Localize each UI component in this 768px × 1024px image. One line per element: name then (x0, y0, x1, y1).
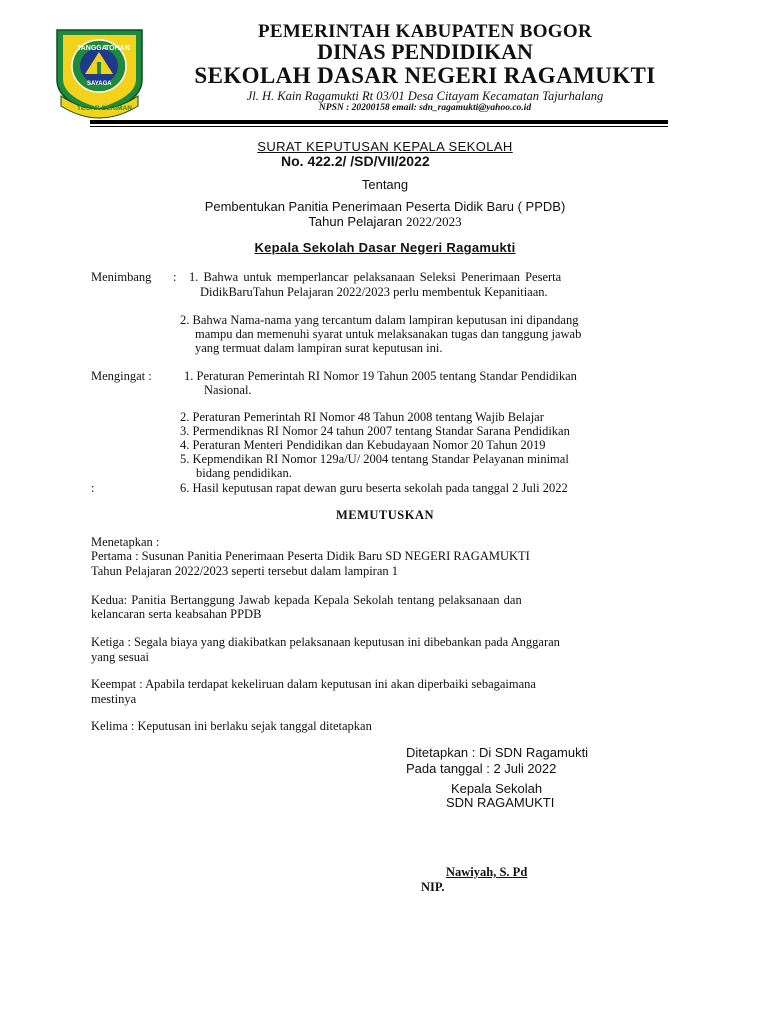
logo-text-right: TOHAN (105, 45, 130, 52)
letterhead-government: PEMERINTAH KABUPATEN BOGOR (258, 21, 592, 42)
kedua-line1: Kedua: Panitia Bertanggung Jawab kepada Kepala Sekolah tentang pelaksanaan dan (91, 593, 522, 607)
memutuskan-heading: MEMUTUSKAN (335, 508, 435, 522)
letterhead-department: DINAS PENDIDIKAN (317, 39, 533, 64)
decree-year-value: 2022/2023 (405, 214, 462, 229)
decree-heading: SURAT KEPUTUSAN KEPALA SEKOLAH (257, 139, 513, 154)
mengingat-item4: 4. Peraturan Menteri Pendidikan dan Kebudayaan Nomor 20 Tahun 2019 (180, 438, 546, 452)
school-logo (47, 22, 152, 122)
menimbang-label: Menimbang (91, 270, 152, 284)
kelima-line: Kelima : Keputusan ini berlaku sejak tanggal ditetapkan (91, 719, 372, 733)
menimbang-item1-line2: DidikBaruTahun Pelajaran 2022/2023 perlu membentuk Kepanitiaan. (200, 285, 548, 299)
letterhead-rule-thick (90, 120, 668, 124)
signatory-nip: NIP. (421, 880, 445, 894)
mengingat-item5-line2: bidang pendidikan. (196, 466, 292, 480)
ketiga-line1: Ketiga : Segala biaya yang diakibatkan pelaksanaan keputusan ini dibebankan pada Anggaran (91, 635, 560, 649)
signature-date: Pada tanggal : 2 Juli 2022 (406, 761, 557, 776)
mengingat-colon-6: : (91, 481, 95, 495)
signatory-name: Nawiyah, S. Pd (446, 865, 528, 879)
mengingat-item5-line1: 5. Kepmendikan RI Nomor 129a/U/ 2004 tentang Standar Pelayanan minimal (180, 452, 569, 466)
decree-authority: Kepala Sekolah Dasar Negeri Ragamukti (254, 240, 516, 255)
signature-school: SDN RAGAMUKTI (446, 795, 555, 810)
mengingat-item1-line2: Nasional. (204, 383, 252, 397)
pertama-line1: Pertama : Susunan Panitia Penerimaan Peserta Didik Baru SD NEGERI RAGAMUKTI (91, 549, 530, 563)
decree-tentang: Tentang (361, 177, 409, 192)
logo-ribbon-text: TEGAR BERIMAN (77, 105, 132, 112)
mengingat-item2: 2. Peraturan Pemerintah RI Nomor 48 Tahun 2008 tentang Wajib Belajar (180, 410, 544, 424)
mengingat-item1-line1: 1. Peraturan Pemerintah RI Nomor 19 Tahun 2005 tentang Standar Pendidikan (184, 369, 577, 383)
menetapkan-label: Menetapkan : (91, 535, 160, 549)
letterhead-npsn-email: NPSN : 20200158 email: sdn_ragamukti@yahoo.co.id (318, 103, 532, 113)
kedua-line2: kelancaran serta keabsahan PPDB (91, 607, 262, 621)
menimbang-colon: : (173, 270, 177, 284)
signature-ditetapkan: Ditetapkan : Di SDN Ragamukti (406, 745, 589, 760)
menimbang-item2-line1: 2. Bahwa Nama-nama yang tercantum dalam lampiran keputusan ini dipandang (180, 313, 579, 327)
decree-year (90, 214, 680, 230)
mengingat-item6: 6. Hasil keputusan rapat dewan guru beserta sekolah pada tanggal 2 Juli 2022 (180, 481, 568, 495)
letterhead-rule-thin (90, 126, 668, 127)
pertama-line2: Tahun Pelajaran 2022/2023 seperti tersebut dalam lampiran 1 (91, 564, 399, 578)
ketiga-line2: yang sesuai (91, 650, 149, 664)
logo-text-center: SAYAGA (87, 81, 112, 87)
signature-position: Kepala Sekolah (451, 781, 543, 796)
letterhead-school: SEKOLAH DASAR NEGERI RAGAMUKTI (194, 63, 656, 88)
decree-number: No. 422.2/ /SD/VII/2022 (281, 153, 430, 169)
menimbang-item2-line2: mampu dan memenuhi syarat untuk melaksanakan tugas dan tanggung jawab (195, 327, 582, 341)
mengingat-label: Mengingat : (91, 369, 152, 383)
decree-year-label: Tahun Pelajaran (308, 214, 406, 229)
letterhead-address: Jl. H. Kain Ragamukti Rt 03/01 Desa Citayam Kecamatan Tajurhalang (246, 89, 604, 103)
mengingat-item3: 3. Permendiknas RI Nomor 24 tahun 2007 tentang Standar Sarana Pendidikan (180, 424, 570, 438)
decree-subject: Pembentukan Panitia Penerimaan Peserta Didik Baru ( PPDB) (204, 199, 566, 214)
keempat-line2: mestinya (91, 692, 137, 706)
logo-text-left: TANGGA (77, 45, 107, 52)
menimbang-item1-line1: 1. Bahwa untuk memperlancar pelaksanaan Seleksi Penerimaan Peserta (189, 270, 562, 284)
keempat-line1: Keempat : Apabila terdapat kekeliruan dalam keputusan ini akan diperbaiki sebagaimana (91, 677, 536, 691)
menimbang-item2-line3: yang termuat dalam lampiran surat keputusan ini. (195, 341, 443, 355)
